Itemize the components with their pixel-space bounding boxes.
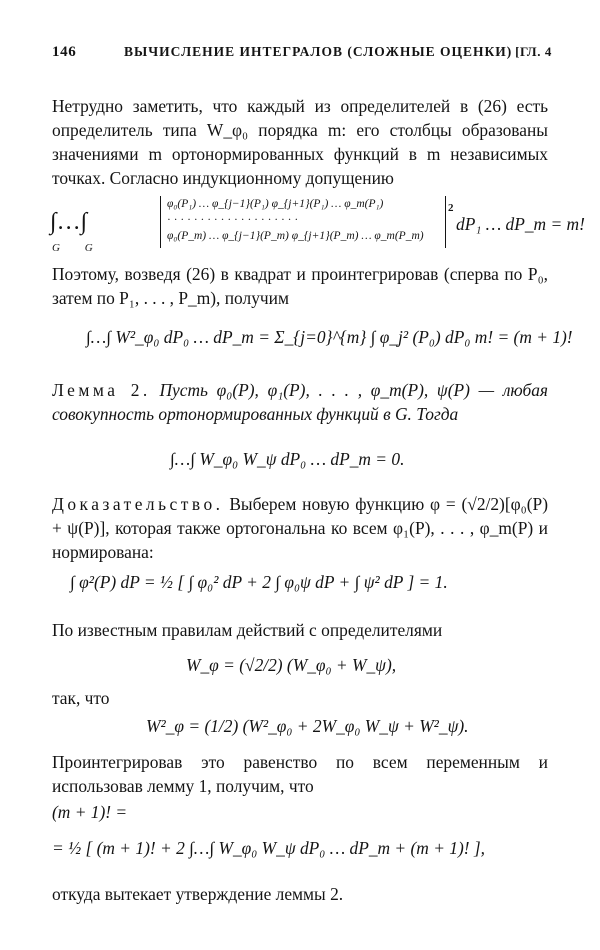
equation-normalization: ∫ φ²(P) dP = ½ [ ∫ φ₀² dP + 2 ∫ φ₀ψ dP + ∫ ψ² dP ] = 1.: [70, 572, 448, 592]
equation-determinant: [40, 196, 585, 254]
equation-w-phi-squared: W²_φ = (1/2) (W²_φ₀ + 2W_φ₀ W_ψ + W²_ψ).: [146, 716, 469, 736]
running-head: [52, 44, 552, 66]
paragraph-2: Поэтому, возведя (26) в квадрат и проинтегрировав (сперва по P₀, затем по P₁, . . . , P_m), получим: [52, 264, 548, 308]
proof-paragraph: [52, 492, 548, 564]
equation-factorial-rhs: = ½ [ (m + 1)! + 2 ∫…∫ W_φ₀ W_ψ dP₀ … dP_m + (m + 1)! ],: [52, 838, 486, 858]
lemma-label: Лемма 2.: [52, 380, 151, 400]
paragraph-1: Нетрудно заметить, что каждый из определителей в (26) есть определитель типа W_φ₀ порядка m: его столбцы образованы значениями m ортонормированных функций в m независимых точках. Согласно индукционному допущению: [52, 96, 548, 188]
proof-label: Доказательство.: [52, 494, 224, 514]
determinant-row-1: φ₀(P₁) … φ_{j−1}(P₁) φ_{j+1}(P₁) … φ_m(P₁): [167, 198, 384, 210]
chapter-marker: [ГЛ. 4: [515, 44, 552, 59]
integral-signs: ∫…∫: [50, 209, 88, 235]
equation-integral-sum: ∫…∫ W²_φ₀ dP₀ … dP_m = Σ_{j=0}^{m} ∫ φ_j² (P₀) dP₀ m! = (m + 1)!: [86, 327, 573, 347]
determinant-matrix: [160, 196, 446, 248]
determinant-rhs: dP₁ … dP_m = m!: [456, 214, 585, 234]
equation-w-phi: W_φ = (√2/2) (W_φ₀ + W_ψ),: [186, 655, 397, 675]
determinant-row-dots: · · · · · · · · · · · · · · · · · · · ·: [167, 214, 299, 226]
equation-lemma-claim: ∫…∫ W_φ₀ W_ψ dP₀ … dP_m = 0.: [170, 449, 405, 469]
paragraph-6: откуда вытекает утверждение леммы 2.: [52, 884, 344, 904]
lemma-statement: Пусть φ₀(P), φ₁(P), . . . , φ_m(P), ψ(P) — любая совокупность ортонормированных функций в G. Тогда: [52, 380, 548, 424]
paragraph-3: По известным правилам действий с определителями: [52, 620, 443, 640]
running-title: ВЫЧИСЛЕНИЕ ИНТЕГРАЛОВ (СЛОЖНЫЕ ОЦЕНКИ): [124, 44, 513, 59]
paragraph-5: Проинтегрировав это равенство по всем переменным и использовав лемму 1, получим, что: [52, 752, 548, 796]
square-exponent: 2: [448, 202, 454, 214]
lemma-2: [52, 378, 548, 426]
page-number: 146: [52, 44, 77, 60]
determinant-row-m: φ₀(P_m) … φ_{j−1}(P_m) φ_{j+1}(P_m) … φ_m(P_m): [167, 230, 424, 242]
paragraph-4: так, что: [52, 688, 110, 708]
domain-label: G G: [52, 242, 93, 254]
equation-factorial-lhs: (m + 1)! =: [52, 802, 128, 822]
proof-text: Выберем новую функцию φ = (√2/2)[φ₀(P) + ψ(P)], которая также ортогональна ко всем φ₁(P), . . . , φ_m(P) и нормирована:: [52, 494, 548, 562]
